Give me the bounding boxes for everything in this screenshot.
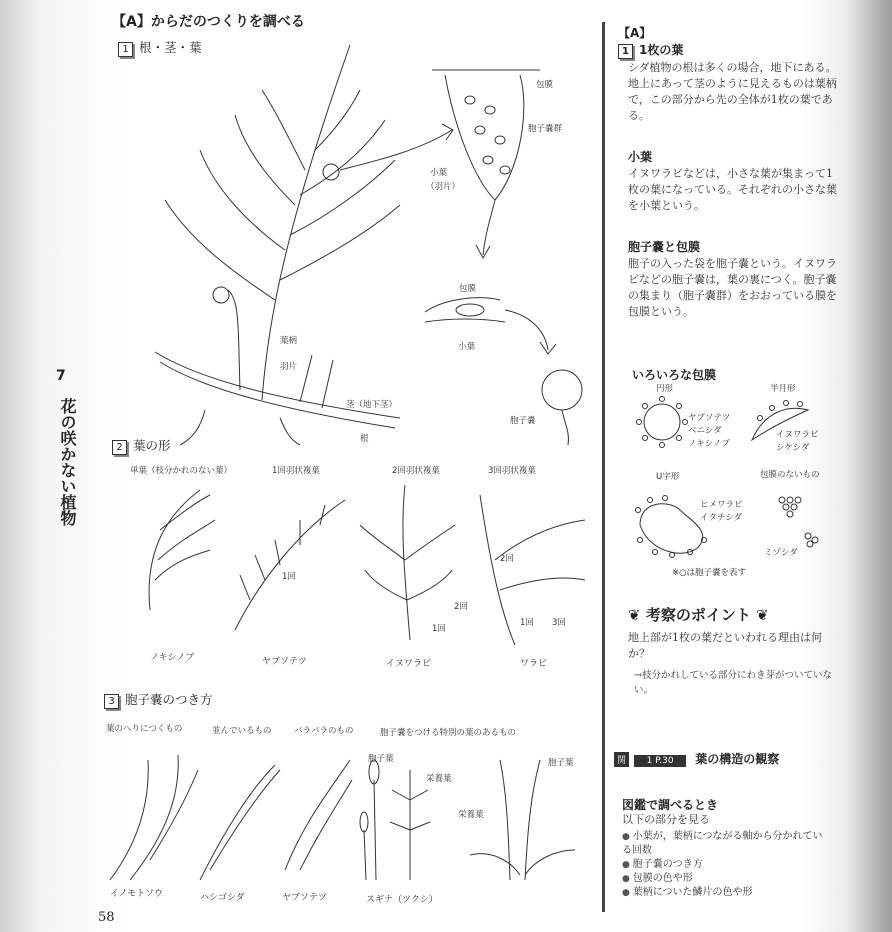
leaf-type-pinnate-3: 3回羽状複葉: [488, 466, 536, 476]
leaf-type-pinnate-2: 2回羽状複葉: [392, 466, 440, 476]
u-name-1: ヒメワラビ: [700, 500, 743, 510]
reference-title: 葉の構造の観察: [695, 752, 780, 766]
zukan-item-2: [622, 858, 832, 872]
indusium-types-title: いろいろな包膜: [632, 368, 717, 382]
indusium-halfmoon-label: 半月形: [770, 384, 796, 394]
reference-page-label: P.30: [655, 756, 674, 766]
round-name-3: ノキシノブ: [688, 439, 730, 449]
zukan-item-2-text: 胞子嚢のつき方: [632, 859, 703, 870]
zukan-item-3-text: 包膜の色や形: [632, 873, 693, 884]
zukan-list: [622, 830, 832, 900]
round-name-1: ヤブソテツ: [688, 413, 731, 423]
section-1-number: 1: [118, 42, 133, 57]
caption-yabusotetsu-2: ヤブソテツ: [282, 893, 327, 903]
reference-number: 1: [646, 756, 653, 766]
mark-2kai-a: 2回: [454, 602, 468, 612]
caption-sugina: スギナ（ツクシ）: [366, 895, 438, 905]
zukan-item-4: [622, 886, 832, 900]
zukan-item-1-text: 小葉が，葉柄につながる軸から分かれている回数: [622, 831, 823, 856]
reference-page: [634, 755, 686, 767]
sporangia-type-rows: 並んでいるもの: [212, 726, 272, 736]
mark-3kai: 3回: [552, 618, 566, 628]
item-1-label: 1枚の葉: [639, 43, 684, 57]
zukan-subtitle: 以下の部分を見る: [622, 813, 710, 826]
leaflet-title: 小葉: [628, 150, 653, 164]
zukan-item-1: [622, 830, 832, 858]
indusium-note: ※○は胞子嚢を表す: [672, 568, 747, 578]
indusium-u-label: U字形: [656, 472, 680, 482]
label-houmaku: 包膜: [536, 80, 554, 90]
label-sterile-frond: 栄養葉: [426, 774, 452, 784]
label-pinnule: 小葉: [430, 168, 448, 178]
section-3-label: 胞子嚢のつき方: [125, 692, 213, 707]
halfmoon-name-1: イヌワラビ: [776, 430, 819, 440]
label-indusium-2: 包膜: [459, 284, 477, 294]
mark-2kai-b: 2回: [500, 554, 514, 564]
discussion-point-label: 考察のポイント: [645, 606, 751, 624]
section-2-label: 葉の形: [133, 438, 171, 453]
chapter-number: 7: [56, 368, 66, 384]
sprout-icon-right: ❦: [756, 606, 769, 624]
leaf-type-simple: 単葉（枝分かれのない葉）: [130, 466, 233, 476]
discussion-answer: →枝分かれしている部分にわき芽がついていない。: [634, 670, 832, 696]
mark-1kai-b: 1回: [432, 624, 446, 634]
caption-hashigoshida: ハシゴシダ: [200, 893, 245, 903]
caption-inuwarabi: イヌワラビ: [386, 659, 432, 669]
label-pinna: （羽片）: [426, 182, 461, 192]
leaf-type-pinnate-1: 1回羽状複葉: [272, 466, 320, 476]
zukan-item-4-text: 葉柄についた鱗片の色や形: [632, 887, 753, 898]
caption-inomotosou: イノモトソウ: [110, 889, 164, 899]
sporangium-body: 胞子の入った袋を胞子嚢という。イヌワラビなどの胞子嚢は，葉の裏につく。胞子嚢の集まり（胞子嚢群）をおおっている膜を包膜という。: [628, 257, 837, 318]
leaflet-body: イヌワラビなどは，小さな葉が集まって1枚の葉になっている。それぞれの小さな葉を小葉という。: [628, 167, 837, 212]
reference-badge: 関: [614, 752, 629, 767]
sporangia-type-scattered: バラバラのもの: [294, 726, 354, 736]
discussion-question: 地上部が1枚の葉だといわれる理由は何か？: [628, 631, 822, 660]
label-pinnule-2: 小葉: [458, 342, 476, 352]
mark-1kai-c: 1回: [520, 618, 534, 628]
label-sorus: 胞子嚢群: [528, 124, 563, 134]
mark-1kai-a: 1回: [282, 572, 296, 582]
zukan-item-3: [622, 872, 832, 886]
right-column-heading: 【A】: [618, 26, 652, 40]
u-name-2: イタチシダ: [700, 513, 742, 523]
label-rhizome: 茎（地下茎）: [346, 400, 398, 410]
label-fertile-frond: 胞子葉: [368, 754, 394, 764]
sporangium-title: 胞子嚢と包膜: [628, 240, 701, 254]
label-scale: 羽片: [280, 362, 298, 372]
label-stipe: 葉柄: [280, 336, 298, 346]
caption-nokishinobu: ノキシノブ: [150, 653, 195, 663]
none-name-1: ミゾシダ: [764, 548, 798, 558]
label-sporangium: 胞子嚢: [510, 416, 536, 426]
sprout-icon: ❦: [628, 606, 641, 624]
page-number: 58: [98, 910, 115, 925]
halfmoon-name-2: シケシダ: [776, 443, 810, 453]
caption-warabi: ワラビ: [520, 659, 548, 669]
round-name-2: ベニシダ: [688, 426, 722, 436]
zukan-title: 図鑑で調べるとき: [622, 798, 719, 812]
item-1-number: 1: [618, 44, 633, 59]
label-root: 根: [360, 434, 369, 444]
discussion-point-title: [628, 604, 769, 625]
sporangia-type-margin: 葉のへりにつくもの: [106, 724, 183, 734]
label-fertile-frond-2: 胞子葉: [548, 758, 574, 768]
reference-link: [614, 748, 779, 767]
indusium-none-label: 包膜のないもの: [760, 470, 820, 480]
section-3-number: 3: [104, 694, 119, 709]
indusium-round-label: 円形: [656, 384, 674, 394]
label-sterile-frond-2: 栄養葉: [458, 810, 484, 820]
section-2-number: 2: [112, 440, 127, 455]
sporangia-type-special: 胞子嚢をつける特別の葉のあるもの: [380, 728, 517, 738]
caption-yabusotetsu: ヤブソテツ: [262, 657, 307, 667]
page-heading: 【A】からだのつくりを調べる: [112, 14, 305, 30]
chapter-title: 花の咲かない植物: [58, 398, 77, 526]
section-1-label: 根・茎・葉: [139, 40, 202, 55]
item-1-body: シダ植物の根は多くの場合，地下にある。地上にあって茎のように見えるものは葉柄で，この部分から先の全体が1枚の葉である。: [628, 61, 837, 122]
